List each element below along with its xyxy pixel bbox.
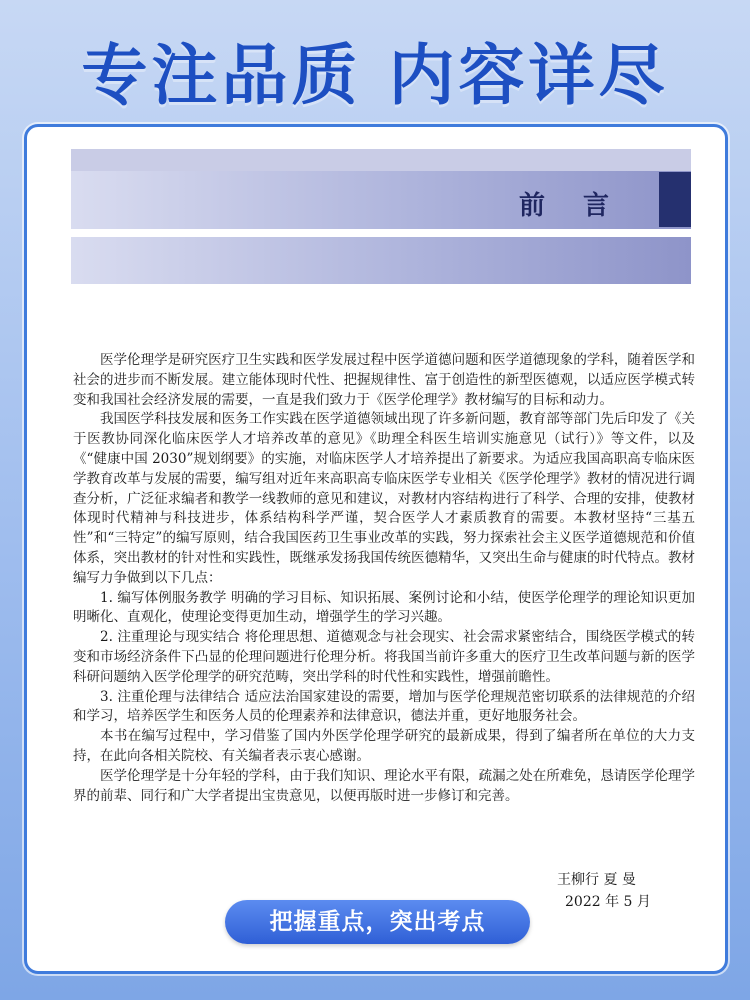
banner-title: 专注品质 内容详尽 [81, 37, 669, 114]
signature-block [557, 869, 677, 913]
paragraph: 3. 注重伦理与法律结合 适应法治国家建设的需要，增加与医学伦理规范密切联系的法律规范的介绍和学习，培养医学生和医务人员的伦理素养和法律意识，德法并重，更好地服务社会。 [73, 688, 695, 725]
section-title: 前言 [518, 191, 647, 221]
document-card [24, 124, 728, 974]
signature-date: 2022 年 5 月 [565, 894, 651, 910]
paragraph: 医学伦理学是十分年轻的学科，由于我们知识、理论水平有限，疏漏之处在所难免，恳请医学伦理学界的前辈、同行和广大学者提出宝贵意见，以便再版时进一步修订和完善。 [73, 767, 695, 804]
section-header-strip [71, 149, 691, 171]
paragraph: 1. 编写体例服务教学 明确的学习目标、知识拓展、案例讨论和小结，使医学伦理学的理论知识更加明晰化、直观化，使理论变得更加生动，增强学生的学习兴趣。 [73, 589, 695, 626]
signature-authors: 王柳行 夏 曼 [557, 872, 636, 888]
section-header-block [659, 172, 691, 227]
paragraph: 2. 注重理论与现实结合 将伦理思想、道德观念与社会现实、社会需求紧密结合，围绕医学模式的转变和市场经济条件下凸显的伦理问题进行伦理分析。将我国当前许多重大的医疗卫生改革问题与新的医学科研问题纳入医学伦理学的研究范畴，突出学科的时代性和实践性，增强前瞻性。 [73, 629, 695, 685]
paragraph: 本书在编写过程中，学习借鉴了国内外医学伦理学研究的最新成果，得到了编者所在单位的大力支持，在此向各相关院校、有关编者表示衷心感谢。 [73, 728, 695, 764]
paragraph: 医学伦理学是研究医疗卫生实践和医学发展过程中医学道德问题和医学道德现象的学科，随着医学和社会的进步而不断发展。建立能体现时代性、把握规律性、富于创造性的新型医德观，以适应医学模式转变和我国社会经济发展的需要，一直是我们致力于《医学伦理学》教材编写的目标和动力。 [73, 352, 695, 408]
section-header-divider [71, 229, 691, 237]
paragraph: 我国医学科技发展和医务工作实践在医学道德领域出现了许多新问题，教育部等部门先后印发了《关于医教协同深化临床医学人才培养改革的意见》《助理全科医生培训实施意见（试行）》等文件，以及《“健康中国 2030”规划纲要》的实施，对临床医学人才培养提出了新要求。为适应我国高职高专临床医学教育改革与发展的需要，编写组对近年来高职高专临床医学专业相关《医学伦理学》教材的情况进行调查分析，广泛征求编者和教学一线教师的意见和建议，对教材内容结构进行了科学、合理的安排，使教材体现时代精神与科技进步，体系结构科学严谨，契合医学人才素质教育的需要。本教材坚持“三基五性”和“三特定”的编写原则，结合我国医药卫生事业改革的实践，努力探索社会主义医学道德规范和价值体系，突出教材的针对性和实践性，既继承发扬我国传统医德精华，又突出生命与健康的时代特点。教材编写力争做到以下几点： [73, 411, 695, 586]
preface-body [73, 351, 695, 806]
highlight-pill: 把握重点，突出考点 [225, 900, 530, 944]
